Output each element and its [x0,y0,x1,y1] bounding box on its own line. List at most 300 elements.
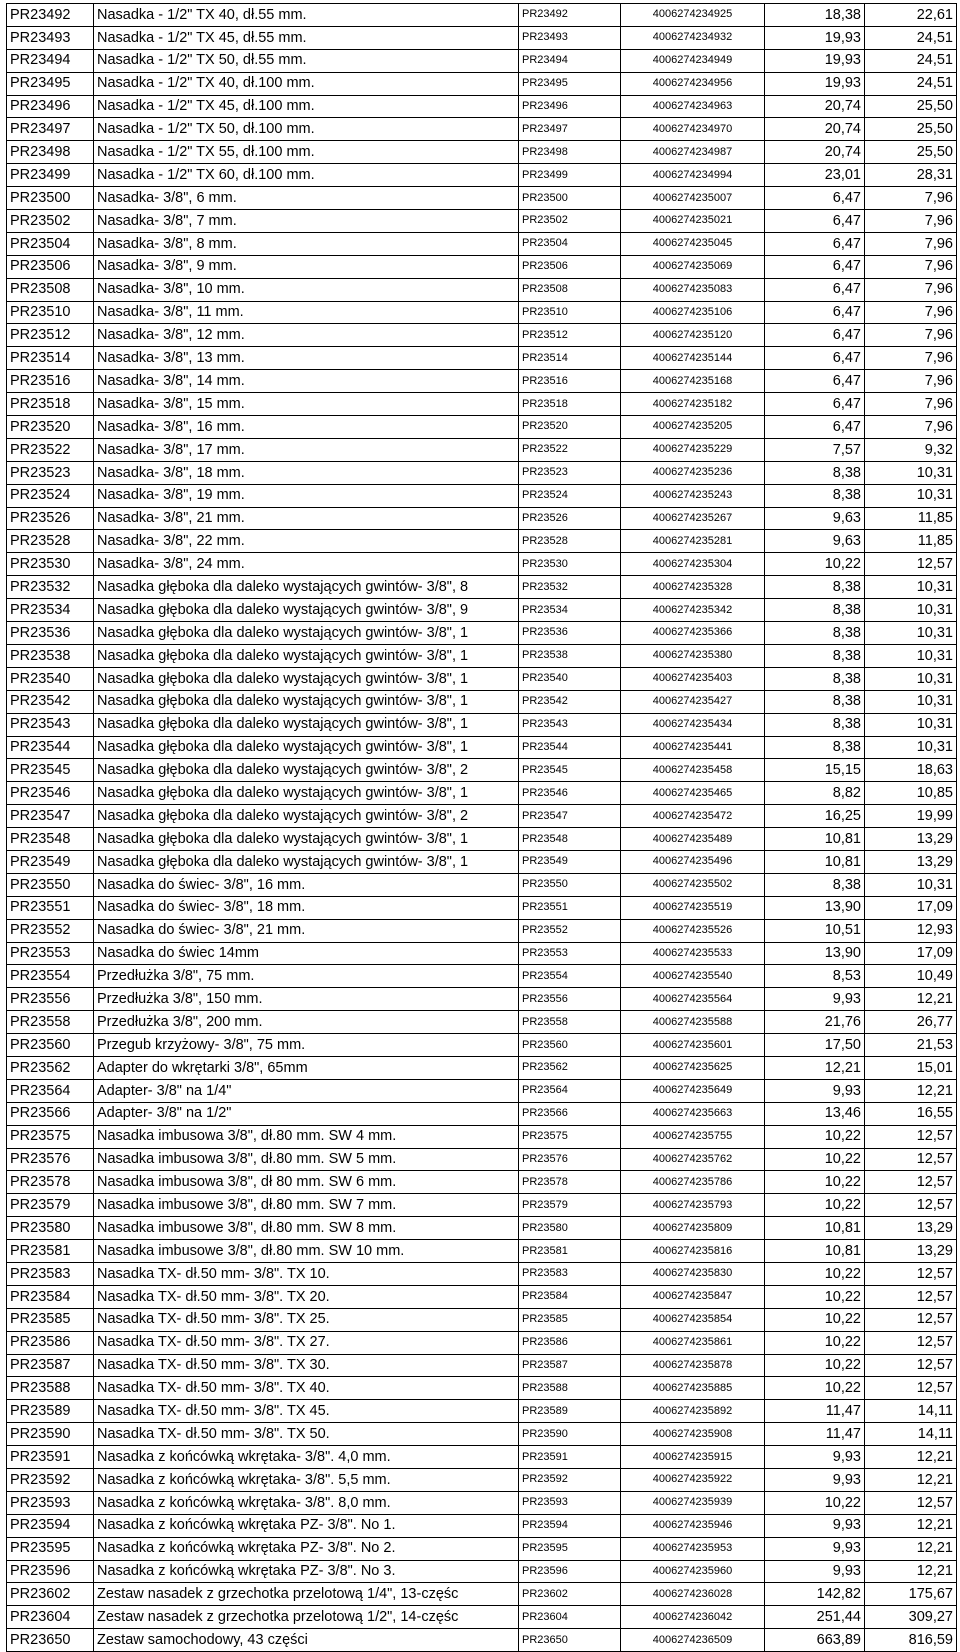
net-price-cell: 6,47 [765,255,865,278]
table-row [7,1171,957,1194]
product-code-cell: PR23576 [7,1148,94,1171]
table-row [7,49,957,72]
net-price-cell: 8,38 [765,622,865,645]
gross-price-cell: 28,31 [865,164,957,187]
product-name-cell: Nasadka- 3/8", 19 mm. [94,484,519,507]
table-row [7,599,957,622]
product-name-cell: Nasadka- 3/8", 18 mm. [94,461,519,484]
ean-code-cell: 4006274235458 [621,759,765,782]
product-ref-cell: PR23554 [519,965,621,988]
product-name-cell: Adapter- 3/8" na 1/2" [94,1102,519,1125]
ean-code-cell: 4006274234925 [621,4,765,27]
table-row [7,1148,957,1171]
product-ref-cell: PR23551 [519,896,621,919]
gross-price-cell: 12,21 [865,1537,957,1560]
table-row [7,1400,957,1423]
product-ref-cell: PR23602 [519,1583,621,1606]
product-ref-cell: PR23508 [519,278,621,301]
product-code-cell: PR23551 [7,896,94,919]
product-name-cell: Nasadka głęboka dla daleko wystających gwintów- 3/8", 2 [94,805,519,828]
product-ref-cell: PR23506 [519,255,621,278]
product-name-cell: Zestaw nasadek z grzechotka przelotową 1/4", 13-częśc [94,1583,519,1606]
table-row [7,1377,957,1400]
product-code-cell: PR23492 [7,4,94,27]
product-code-cell: PR23564 [7,1079,94,1102]
product-ref-cell: PR23526 [519,507,621,530]
gross-price-cell: 12,57 [865,1491,957,1514]
net-price-cell: 19,93 [765,49,865,72]
gross-price-cell: 14,11 [865,1400,957,1423]
table-row [7,988,957,1011]
net-price-cell: 10,22 [765,1491,865,1514]
gross-price-cell: 7,96 [865,370,957,393]
net-price-cell: 8,53 [765,965,865,988]
table-row [7,1514,957,1537]
product-code-cell: PR23497 [7,118,94,141]
gross-price-cell: 10,31 [865,622,957,645]
net-price-cell: 11,47 [765,1423,865,1446]
net-price-cell: 12,21 [765,1056,865,1079]
table-row [7,95,957,118]
table-row [7,828,957,851]
gross-price-cell: 10,31 [865,667,957,690]
ean-code-cell: 4006274236028 [621,1583,765,1606]
net-price-cell: 20,74 [765,141,865,164]
ean-code-cell: 4006274235755 [621,1125,765,1148]
ean-code-cell: 4006274235243 [621,484,765,507]
ean-code-cell: 4006274235342 [621,599,765,622]
table-row [7,553,957,576]
product-ref-cell: PR23510 [519,301,621,324]
product-ref-cell: PR23530 [519,553,621,576]
product-name-cell: Nasadka - 1/2" TX 55, dł.100 mm. [94,141,519,164]
gross-price-cell: 13,29 [865,828,957,851]
product-code-cell: PR23532 [7,576,94,599]
product-code-cell: PR23587 [7,1354,94,1377]
product-code-cell: PR23547 [7,805,94,828]
gross-price-cell: 7,96 [865,324,957,347]
net-price-cell: 8,38 [765,644,865,667]
product-code-cell: PR23493 [7,26,94,49]
table-row [7,965,957,988]
ean-code-cell: 4006274235502 [621,873,765,896]
product-ref-cell: PR23499 [519,164,621,187]
product-ref-cell: PR23589 [519,1400,621,1423]
table-row [7,1011,957,1034]
ean-code-cell: 4006274235564 [621,988,765,1011]
ean-code-cell: 4006274235366 [621,622,765,645]
product-ref-cell: PR23512 [519,324,621,347]
gross-price-cell: 12,21 [865,1079,957,1102]
ean-code-cell: 4006274235403 [621,667,765,690]
net-price-cell: 13,90 [765,896,865,919]
table-row [7,622,957,645]
table-row [7,1194,957,1217]
product-name-cell: Nasadka głęboka dla daleko wystających gwintów- 3/8", 2 [94,759,519,782]
product-name-cell: Nasadka do świec- 3/8", 18 mm. [94,896,519,919]
table-row [7,1629,957,1652]
table-row [7,26,957,49]
product-code-cell: PR23552 [7,919,94,942]
net-price-cell: 9,93 [765,1079,865,1102]
gross-price-cell: 26,77 [865,1011,957,1034]
net-price-cell: 11,47 [765,1400,865,1423]
product-code-cell: PR23499 [7,164,94,187]
ean-code-cell: 4006274235786 [621,1171,765,1194]
product-ref-cell: PR23504 [519,232,621,255]
net-price-cell: 6,47 [765,370,865,393]
net-price-cell: 6,47 [765,324,865,347]
gross-price-cell: 10,31 [865,736,957,759]
product-name-cell: Nasadka- 3/8", 13 mm. [94,347,519,370]
ean-code-cell: 4006274234949 [621,49,765,72]
ean-code-cell: 4006274235465 [621,782,765,805]
product-code-cell: PR23538 [7,644,94,667]
product-name-cell: Nasadka TX- dł.50 mm- 3/8". TX 30. [94,1354,519,1377]
product-ref-cell: PR23543 [519,713,621,736]
product-code-cell: PR23554 [7,965,94,988]
product-code-cell: PR23540 [7,667,94,690]
product-ref-cell: PR23522 [519,438,621,461]
ean-code-cell: 4006274235083 [621,278,765,301]
product-ref-cell: PR23492 [519,4,621,27]
gross-price-cell: 16,55 [865,1102,957,1125]
net-price-cell: 6,47 [765,416,865,439]
gross-price-cell: 18,63 [865,759,957,782]
gross-price-cell: 24,51 [865,49,957,72]
ean-code-cell: 4006274235953 [621,1537,765,1560]
table-row [7,1331,957,1354]
gross-price-cell: 14,11 [865,1423,957,1446]
table-row [7,484,957,507]
product-code-cell: PR23562 [7,1056,94,1079]
product-ref-cell: PR23538 [519,644,621,667]
product-name-cell: Nasadka z końcówką wkrętaka PZ- 3/8". No 2. [94,1537,519,1560]
product-name-cell: Nasadka do świec- 3/8", 16 mm. [94,873,519,896]
product-ref-cell: PR23524 [519,484,621,507]
gross-price-cell: 309,27 [865,1606,957,1629]
product-code-cell: PR23556 [7,988,94,1011]
table-row [7,530,957,553]
product-name-cell: Nasadka TX- dł.50 mm- 3/8". TX 20. [94,1285,519,1308]
table-row [7,1354,957,1377]
gross-price-cell: 12,57 [865,1171,957,1194]
product-ref-cell: PR23564 [519,1079,621,1102]
product-ref-cell: PR23540 [519,667,621,690]
product-name-cell: Zestaw samochodowy, 43 części [94,1629,519,1652]
table-row [7,1240,957,1263]
product-name-cell: Nasadka głęboka dla daleko wystających gwintów- 3/8", 1 [94,622,519,645]
product-code-cell: PR23516 [7,370,94,393]
product-name-cell: Nasadka- 3/8", 15 mm. [94,393,519,416]
product-code-cell: PR23553 [7,942,94,965]
product-name-cell: Zestaw nasadek z grzechotka przelotową 1/2", 14-częśc [94,1606,519,1629]
gross-price-cell: 10,31 [865,576,957,599]
product-code-cell: PR23558 [7,1011,94,1034]
net-price-cell: 6,47 [765,347,865,370]
gross-price-cell: 10,85 [865,782,957,805]
ean-code-cell: 4006274235144 [621,347,765,370]
table-row [7,1560,957,1583]
table-row [7,1446,957,1469]
gross-price-cell: 12,93 [865,919,957,942]
net-price-cell: 10,22 [765,1194,865,1217]
table-row [7,210,957,233]
net-price-cell: 9,63 [765,507,865,530]
product-code-cell: PR23550 [7,873,94,896]
product-ref-cell: PR23556 [519,988,621,1011]
table-row [7,873,957,896]
product-ref-cell: PR23500 [519,187,621,210]
product-name-cell: Nasadka z końcówką wkrętaka- 3/8". 4,0 mm. [94,1446,519,1469]
gross-price-cell: 12,57 [865,1285,957,1308]
net-price-cell: 18,38 [765,4,865,27]
table-row [7,667,957,690]
product-name-cell: Nasadka TX- dł.50 mm- 3/8". TX 45. [94,1400,519,1423]
product-code-cell: PR23518 [7,393,94,416]
table-row [7,461,957,484]
gross-price-cell: 7,96 [865,393,957,416]
product-ref-cell: PR23546 [519,782,621,805]
product-code-cell: PR23504 [7,232,94,255]
product-ref-cell: PR23580 [519,1217,621,1240]
gross-price-cell: 7,96 [865,187,957,210]
gross-price-cell: 12,57 [865,1262,957,1285]
product-ref-cell: PR23534 [519,599,621,622]
ean-code-cell: 4006274234932 [621,26,765,49]
net-price-cell: 20,74 [765,118,865,141]
product-name-cell: Nasadka głęboka dla daleko wystających gwintów- 3/8", 1 [94,690,519,713]
product-ref-cell: PR23532 [519,576,621,599]
product-name-cell: Nasadka z końcówką wkrętaka- 3/8". 5,5 mm. [94,1469,519,1492]
product-code-cell: PR23580 [7,1217,94,1240]
table-row [7,393,957,416]
product-code-cell: PR23590 [7,1423,94,1446]
product-ref-cell: PR23550 [519,873,621,896]
gross-price-cell: 12,21 [865,1469,957,1492]
ean-code-cell: 4006274235106 [621,301,765,324]
table-row [7,1079,957,1102]
product-name-cell: Nasadka - 1/2" TX 45, dł.100 mm. [94,95,519,118]
ean-code-cell: 4006274235007 [621,187,765,210]
product-name-cell: Nasadka- 3/8", 16 mm. [94,416,519,439]
product-ref-cell: PR23588 [519,1377,621,1400]
ean-code-cell: 4006274235168 [621,370,765,393]
ean-code-cell: 4006274235069 [621,255,765,278]
table-row [7,1491,957,1514]
product-ref-cell: PR23596 [519,1560,621,1583]
product-name-cell: Nasadka z końcówką wkrętaka- 3/8". 8,0 mm. [94,1491,519,1514]
product-name-cell: Nasadka TX- dł.50 mm- 3/8". TX 25. [94,1308,519,1331]
product-code-cell: PR23544 [7,736,94,759]
net-price-cell: 10,22 [765,1148,865,1171]
product-ref-cell: PR23562 [519,1056,621,1079]
table-row [7,416,957,439]
product-code-cell: PR23495 [7,72,94,95]
product-ref-cell: PR23581 [519,1240,621,1263]
net-price-cell: 21,76 [765,1011,865,1034]
net-price-cell: 10,22 [765,1331,865,1354]
product-code-cell: PR23594 [7,1514,94,1537]
table-row [7,759,957,782]
product-name-cell: Nasadka głęboka dla daleko wystających gwintów- 3/8", 1 [94,736,519,759]
net-price-cell: 8,82 [765,782,865,805]
table-row [7,141,957,164]
product-code-cell: PR23650 [7,1629,94,1652]
gross-price-cell: 21,53 [865,1034,957,1057]
product-code-cell: PR23548 [7,828,94,851]
table-row [7,1102,957,1125]
product-code-cell: PR23604 [7,1606,94,1629]
table-row [7,4,957,27]
table-row [7,1606,957,1629]
product-code-cell: PR23508 [7,278,94,301]
gross-price-cell: 9,32 [865,438,957,461]
product-code-cell: PR23520 [7,416,94,439]
gross-price-cell: 12,57 [865,1125,957,1148]
gross-price-cell: 10,31 [865,690,957,713]
product-name-cell: Nasadka- 3/8", 7 mm. [94,210,519,233]
product-name-cell: Nasadka imbusowa 3/8", dł.80 mm. SW 4 mm. [94,1125,519,1148]
table-row [7,1217,957,1240]
product-code-cell: PR23602 [7,1583,94,1606]
product-ref-cell: PR23523 [519,461,621,484]
product-ref-cell: PR23544 [519,736,621,759]
ean-code-cell: 4006274235922 [621,1469,765,1492]
product-code-cell: PR23595 [7,1537,94,1560]
product-name-cell: Przedłużka 3/8", 75 mm. [94,965,519,988]
ean-code-cell: 4006274235380 [621,644,765,667]
gross-price-cell: 12,57 [865,1331,957,1354]
ean-code-cell: 4006274235892 [621,1400,765,1423]
product-ref-cell: PR23518 [519,393,621,416]
net-price-cell: 15,15 [765,759,865,782]
gross-price-cell: 7,96 [865,232,957,255]
net-price-cell: 6,47 [765,393,865,416]
product-name-cell: Przegub krzyżowy- 3/8", 75 mm. [94,1034,519,1057]
ean-code-cell: 4006274235649 [621,1079,765,1102]
ean-code-cell: 4006274235120 [621,324,765,347]
product-ref-cell: PR23575 [519,1125,621,1148]
gross-price-cell: 12,57 [865,1354,957,1377]
ean-code-cell: 4006274235496 [621,850,765,873]
net-price-cell: 9,93 [765,1446,865,1469]
ean-code-cell: 4006274235229 [621,438,765,461]
product-code-cell: PR23496 [7,95,94,118]
product-ref-cell: PR23553 [519,942,621,965]
product-name-cell: Nasadka do świec- 3/8", 21 mm. [94,919,519,942]
table-row [7,118,957,141]
product-code-cell: PR23546 [7,782,94,805]
table-row [7,1537,957,1560]
product-name-cell: Nasadka głęboka dla daleko wystających gwintów- 3/8", 1 [94,782,519,805]
product-code-cell: PR23593 [7,1491,94,1514]
product-name-cell: Nasadka- 3/8", 8 mm. [94,232,519,255]
product-name-cell: Adapter do wkrętarki 3/8", 65mm [94,1056,519,1079]
net-price-cell: 8,38 [765,484,865,507]
product-name-cell: Nasadka- 3/8", 11 mm. [94,301,519,324]
net-price-cell: 8,38 [765,667,865,690]
net-price-cell: 8,38 [765,599,865,622]
net-price-cell: 9,63 [765,530,865,553]
gross-price-cell: 7,96 [865,416,957,439]
product-code-cell: PR23589 [7,1400,94,1423]
net-price-cell: 10,22 [765,553,865,576]
ean-code-cell: 4006274235236 [621,461,765,484]
product-name-cell: Nasadka - 1/2" TX 50, dł.100 mm. [94,118,519,141]
ean-code-cell: 4006274235182 [621,393,765,416]
product-name-cell: Nasadka - 1/2" TX 50, dł.55 mm. [94,49,519,72]
product-code-cell: PR23584 [7,1285,94,1308]
product-name-cell: Nasadka imbusowa 3/8", dł 80 mm. SW 6 mm. [94,1171,519,1194]
ean-code-cell: 4006274235861 [621,1331,765,1354]
gross-price-cell: 17,09 [865,942,957,965]
gross-price-cell: 11,85 [865,507,957,530]
ean-code-cell: 4006274235885 [621,1377,765,1400]
gross-price-cell: 12,57 [865,1194,957,1217]
ean-code-cell: 4006274234987 [621,141,765,164]
product-code-cell: PR23586 [7,1331,94,1354]
price-list-body [7,4,957,1652]
gross-price-cell: 13,29 [865,1217,957,1240]
table-row [7,507,957,530]
product-code-cell: PR23514 [7,347,94,370]
product-name-cell: Nasadka imbusowa 3/8", dł.80 mm. SW 5 mm. [94,1148,519,1171]
net-price-cell: 8,38 [765,576,865,599]
product-ref-cell: PR23586 [519,1331,621,1354]
net-price-cell: 20,74 [765,95,865,118]
product-ref-cell: PR23494 [519,49,621,72]
net-price-cell: 10,22 [765,1354,865,1377]
net-price-cell: 251,44 [765,1606,865,1629]
gross-price-cell: 12,57 [865,1377,957,1400]
table-row [7,347,957,370]
product-code-cell: PR23510 [7,301,94,324]
gross-price-cell: 19,99 [865,805,957,828]
product-name-cell: Nasadka TX- dł.50 mm- 3/8". TX 27. [94,1331,519,1354]
table-row [7,896,957,919]
product-name-cell: Nasadka- 3/8", 21 mm. [94,507,519,530]
table-row [7,301,957,324]
product-code-cell: PR23498 [7,141,94,164]
gross-price-cell: 25,50 [865,118,957,141]
net-price-cell: 142,82 [765,1583,865,1606]
ean-code-cell: 4006274235854 [621,1308,765,1331]
net-price-cell: 7,57 [765,438,865,461]
ean-code-cell: 4006274235908 [621,1423,765,1446]
product-code-cell: PR23581 [7,1240,94,1263]
table-row [7,644,957,667]
product-name-cell: Nasadka- 3/8", 24 mm. [94,553,519,576]
product-ref-cell: PR23584 [519,1285,621,1308]
net-price-cell: 13,46 [765,1102,865,1125]
ean-code-cell: 4006274235809 [621,1217,765,1240]
product-name-cell: Nasadka - 1/2" TX 40, dł.55 mm. [94,4,519,27]
product-ref-cell: PR23520 [519,416,621,439]
net-price-cell: 6,47 [765,187,865,210]
product-ref-cell: PR23650 [519,1629,621,1652]
net-price-cell: 13,90 [765,942,865,965]
net-price-cell: 6,47 [765,232,865,255]
product-ref-cell: PR23558 [519,1011,621,1034]
product-name-cell: Nasadka - 1/2" TX 40, dł.100 mm. [94,72,519,95]
gross-price-cell: 12,21 [865,1446,957,1469]
net-price-cell: 10,22 [765,1377,865,1400]
ean-code-cell: 4006274236509 [621,1629,765,1652]
product-ref-cell: PR23552 [519,919,621,942]
ean-code-cell: 4006274235021 [621,210,765,233]
net-price-cell: 16,25 [765,805,865,828]
